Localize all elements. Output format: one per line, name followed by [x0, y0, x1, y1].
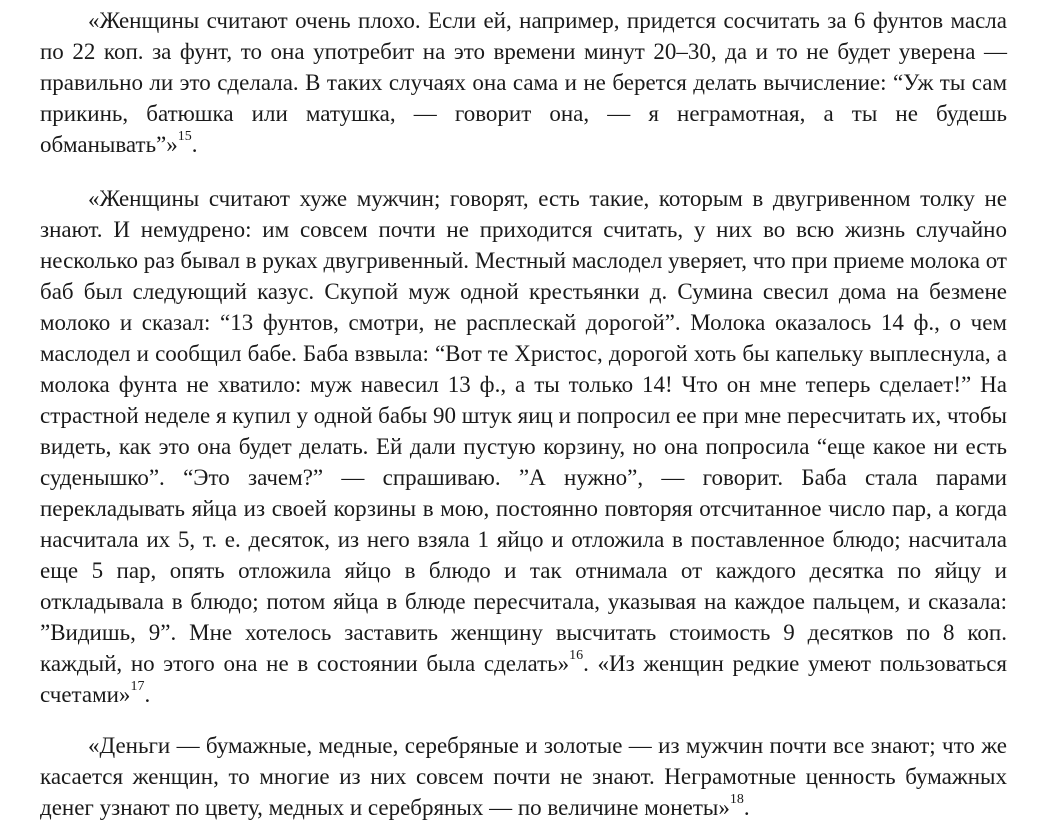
paragraph-3 [40, 730, 1007, 823]
paragraph-2-tail: . «Из женщин редкие умеют пользоваться счетами» [40, 651, 1007, 707]
footnote-ref-17[interactable]: 17 [130, 679, 145, 695]
paragraph-1-tail: . [191, 132, 198, 157]
document-page [40, 5, 1007, 823]
footnote-ref-15[interactable]: 15 [177, 129, 192, 145]
paragraph-3-text: «Деньги — бумажные, медные, серебряные и золотые — из мужчин почти все знают; что же касается женщин, то многие из них совсем почти не знают. Неграмотные ценность бумажных денег узнают по цвету, медных и серебряных — по величине монеты» [40, 733, 1007, 820]
paragraph-1-text: «Женщины считают очень плохо. Если ей, например, придется сосчитать за 6 фунтов масла по 22 коп. за фунт, то она употребит на это времени минут 20–30, да и то не будет уверена — правильно ли это сделала. В таких случаях она сама и не берется делать вычисление: “Уж ты сам прикинь, батюшка или матушка, — говорит она, — я неграмотная, а ты не будешь обманывать”» [40, 8, 1007, 157]
paragraph-1 [40, 5, 1007, 160]
paragraph-2 [40, 183, 1007, 710]
paragraph-3-tail: . [743, 795, 750, 820]
footnote-ref-16[interactable]: 16 [569, 648, 584, 664]
footnote-ref-18[interactable]: 18 [729, 792, 744, 808]
paragraph-2-tail-2: . [144, 682, 151, 707]
paragraph-2-text: «Женщины считают хуже мужчин; говорят, есть такие, которым в двугривенном толку не знают. И немудрено: им совсем почти не приходится считать, у них во всю жизнь случайно несколько раз бывал в руках двугривенный. Местный маслодел уверяет, что при приеме молока от баб был следующий казус. Скупой муж одной крестьянки д. Сумина свесил дома на безмене молоко и сказал: “13 фунтов, смотри, не расплескай дорогой”. Молока оказалось 14 ф., о чем маслодел и сообщил бабе. Баба взвыла: “Вот те Христос, дорогой хоть бы капельку выплеснула, а молока фунта не хватило: муж навесил 13 ф., а ты только 14! Что он мне теперь сделает!” На страстной неделе я купил у одной бабы 90 штук яиц и попросил ее при мне пересчитать их, чтобы видеть, как это она будет делать. Ей дали пустую корзину, но она попросила “еще какое ни есть суденышко”. “Это зачем?” — спрашиваю. ”А нужно”, — говорит. Баба стала парами перекладывать яйца из своей корзины в мою, постоянно повторяя отсчитанное число пар, а когда насчитала их 5, т. е. десяток, из него взяла 1 яйцо и отложила в поставленное блюдо; насчитала еще 5 пар, опять отложила яйцо в блюдо и так отнимала от каждого десятка по яйцу и откладывала в блюдо; потом яйца в блюде пересчитала, указывая на каждое пальцем, и сказала: ”Видишь, 9”. Мне хотелось заставить женщину высчитать стоимость 9 десятков по 8 коп. каждый, но этого она не в состоянии была сделать» [40, 186, 1007, 676]
